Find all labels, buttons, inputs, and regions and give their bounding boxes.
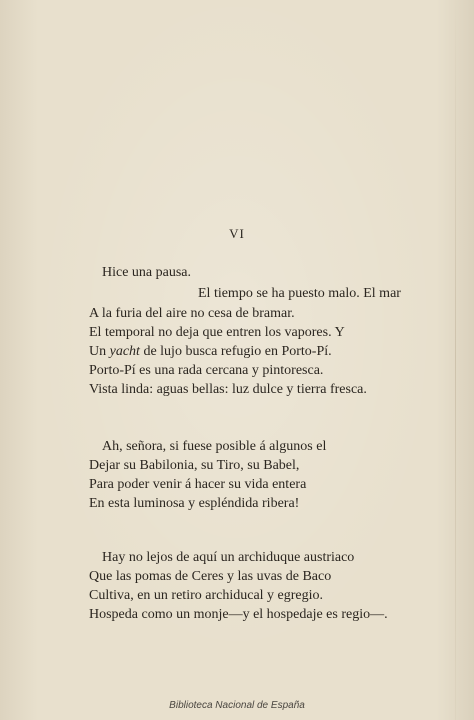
poem-line-part: Un bbox=[89, 344, 110, 359]
poem-line: Porto-Pí es una rada cercana y pintoresca. bbox=[89, 363, 324, 378]
poem-line: Dejar su Babilonia, su Tiro, su Babel, bbox=[89, 458, 300, 473]
poem-line: El temporal no deja que entren los vapores. Y bbox=[89, 325, 345, 340]
poem-line: A la furia del aire no cesa de bramar. bbox=[89, 306, 295, 321]
poem-line: El tiempo se ha puesto malo. El mar bbox=[198, 286, 401, 301]
page-edge-line bbox=[455, 0, 456, 720]
library-watermark: Biblioteca Nacional de España bbox=[169, 700, 305, 711]
poem-line: Hice una pausa. bbox=[102, 265, 192, 280]
poem-line: Cultiva, en un retiro archiducal y egregio. bbox=[89, 588, 324, 603]
poem-line: Vista linda: aguas bellas: luz dulce y tierra fresca. bbox=[89, 382, 367, 397]
poem-line: Que las pomas de Ceres y las uvas de Baco bbox=[89, 569, 332, 584]
poem-line-italic: yacht bbox=[109, 344, 140, 359]
poem-line: Para poder venir á hacer su vida entera bbox=[89, 477, 307, 492]
poem-line bbox=[89, 343, 332, 361]
poem-line: Hospeda como un monje—y el hospedaje es regio—. bbox=[89, 607, 388, 622]
poem-line: Hay no lejos de aquí un archiduque austriaco bbox=[102, 550, 355, 565]
poem-line: Ah, señora, si fuese posible á algunos el bbox=[102, 439, 327, 454]
poem-line: En esta luminosa y espléndida ribera! bbox=[89, 496, 300, 511]
chapter-heading: VI bbox=[229, 226, 245, 241]
poem-line-part: de lujo busca refugio en Porto-Pí. bbox=[139, 344, 332, 359]
